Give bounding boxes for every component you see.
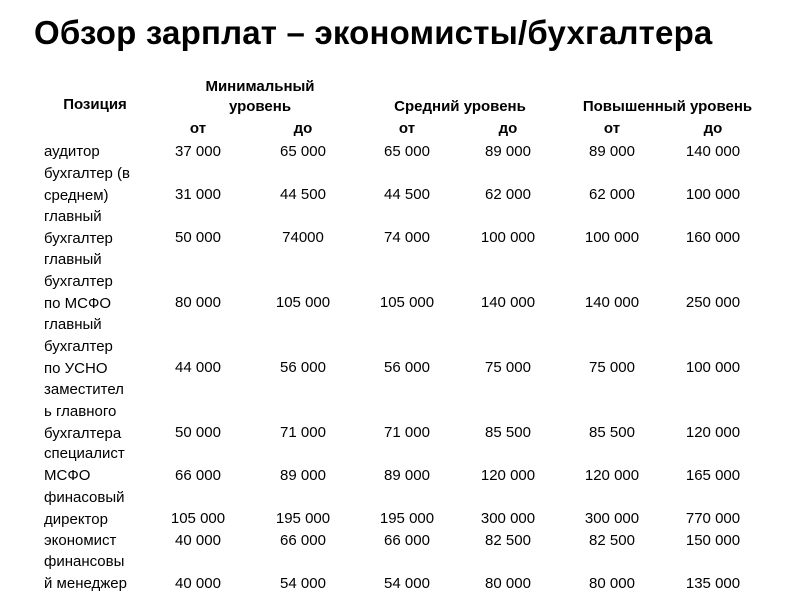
row-value: 140 000 (480, 294, 536, 312)
subheader-high-from: от (603, 120, 621, 137)
row-value: 100 000 (685, 359, 741, 376)
row-position-line: главный (44, 207, 102, 225)
row-value: 140 000 (584, 294, 640, 312)
row-value: 85 500 (485, 423, 531, 441)
row-value: 74000 (282, 229, 324, 247)
row-value: 74 000 (384, 229, 430, 247)
row-value: 80 000 (589, 575, 635, 592)
row-value: 65 000 (280, 143, 326, 160)
row-value: 75 000 (485, 359, 531, 376)
row-value: 62 000 (485, 186, 531, 204)
row-position-line: бухгалтера (44, 424, 122, 442)
row-value: 89 000 (280, 467, 326, 484)
row-value: 62 000 (589, 186, 635, 204)
row-value: 40 000 (175, 575, 221, 592)
row-position (44, 443, 164, 487)
row-position-line: среднем) (44, 186, 109, 204)
subheader-mid-from: от (398, 120, 416, 137)
header-min-line1: Минимальный (205, 78, 315, 95)
row-value: 82 500 (485, 531, 531, 549)
row-value: 120 000 (480, 467, 536, 484)
row-position-line: экономист (44, 531, 117, 549)
row-value: 80 000 (485, 575, 531, 592)
row-position-line: по МСФО (44, 295, 112, 312)
row-value: 65 000 (384, 143, 430, 160)
row-position-line: бухгалтер (44, 273, 113, 290)
row-value: 56 000 (280, 359, 326, 376)
subheader-mid-to: до (498, 120, 518, 137)
row-position-line: аудитор (44, 143, 100, 160)
row-value: 150 000 (685, 531, 741, 549)
header-high: Повышенный уровень (582, 98, 753, 115)
row-value: 54 000 (280, 575, 326, 592)
row-position-line: бухгалтер (44, 229, 113, 247)
row-value: 75 000 (589, 359, 635, 376)
subheader-high-to: до (703, 120, 723, 137)
row-value: 44 000 (175, 359, 221, 376)
row-value: 66 000 (175, 467, 221, 484)
header-position: Позиция (63, 96, 127, 113)
row-position-line: финасовый (44, 488, 125, 506)
row-value: 195 000 (379, 510, 435, 528)
row-value: 66 000 (280, 531, 326, 549)
header-min-line2: уровень (228, 98, 292, 115)
row-position (44, 141, 164, 163)
page-title: Обзор зарплат – экономисты/бухгалтера (34, 14, 713, 51)
row-value: 54 000 (384, 575, 430, 592)
row-value: 80 000 (175, 294, 221, 312)
row-position-line: по УСНО (44, 359, 108, 377)
row-value: 250 000 (685, 294, 741, 312)
row-value: 105 000 (275, 294, 331, 312)
row-position (44, 163, 164, 207)
row-value: 31 000 (175, 186, 221, 204)
row-value: 85 500 (589, 423, 635, 441)
row-value: 66 000 (384, 531, 430, 549)
row-value: 100 000 (685, 186, 741, 204)
row-value: 82 500 (589, 531, 635, 549)
row-position (44, 530, 164, 552)
row-value: 89 000 (589, 143, 635, 160)
row-position-line: бухгалтер (44, 337, 113, 355)
row-position-line: ь главного (44, 402, 117, 420)
row-value: 300 000 (480, 510, 536, 528)
row-position-line: МСФО (44, 467, 91, 485)
row-position-line: директор (44, 510, 108, 528)
row-position (44, 487, 164, 531)
row-value: 44 500 (384, 186, 430, 204)
row-value: 165 000 (685, 467, 741, 484)
row-position-line: бухгалтер (в (44, 164, 131, 182)
row-value: 40 000 (175, 531, 221, 549)
row-value: 44 500 (280, 186, 326, 204)
row-value: 50 000 (175, 229, 221, 247)
row-value: 300 000 (584, 510, 640, 528)
row-value: 100 000 (584, 229, 640, 247)
header-mid: Средний уровень (394, 98, 526, 115)
row-position-line: специалист (44, 445, 125, 463)
row-value: 56 000 (384, 359, 430, 376)
row-position (44, 314, 164, 380)
row-position (44, 249, 164, 315)
row-value: 89 000 (384, 467, 430, 484)
row-position (44, 379, 164, 445)
row-value: 37 000 (175, 143, 221, 160)
row-value: 120 000 (584, 467, 640, 484)
row-value: 100 000 (480, 229, 536, 247)
row-value: 105 000 (379, 294, 435, 312)
row-value: 770 000 (685, 510, 741, 528)
row-position (44, 206, 164, 250)
row-value: 140 000 (685, 143, 741, 160)
row-position-line: заместител (44, 380, 124, 398)
row-value: 160 000 (685, 229, 741, 247)
row-value: 71 000 (384, 423, 430, 441)
row-position-line: главный (44, 315, 102, 333)
row-value: 50 000 (175, 423, 221, 441)
row-value: 71 000 (280, 423, 326, 441)
row-position-line: й менеджер (44, 575, 127, 593)
row-value: 89 000 (485, 143, 531, 160)
subheader-min-from: от (189, 120, 207, 137)
row-value: 120 000 (685, 423, 741, 441)
subheader-min-to: до (293, 120, 313, 137)
row-position (44, 551, 164, 595)
row-position-line: главный (44, 251, 102, 268)
row-position-line: финансовы (44, 553, 125, 571)
row-value: 195 000 (275, 510, 331, 528)
row-value: 135 000 (685, 575, 741, 592)
row-value: 105 000 (170, 510, 226, 528)
